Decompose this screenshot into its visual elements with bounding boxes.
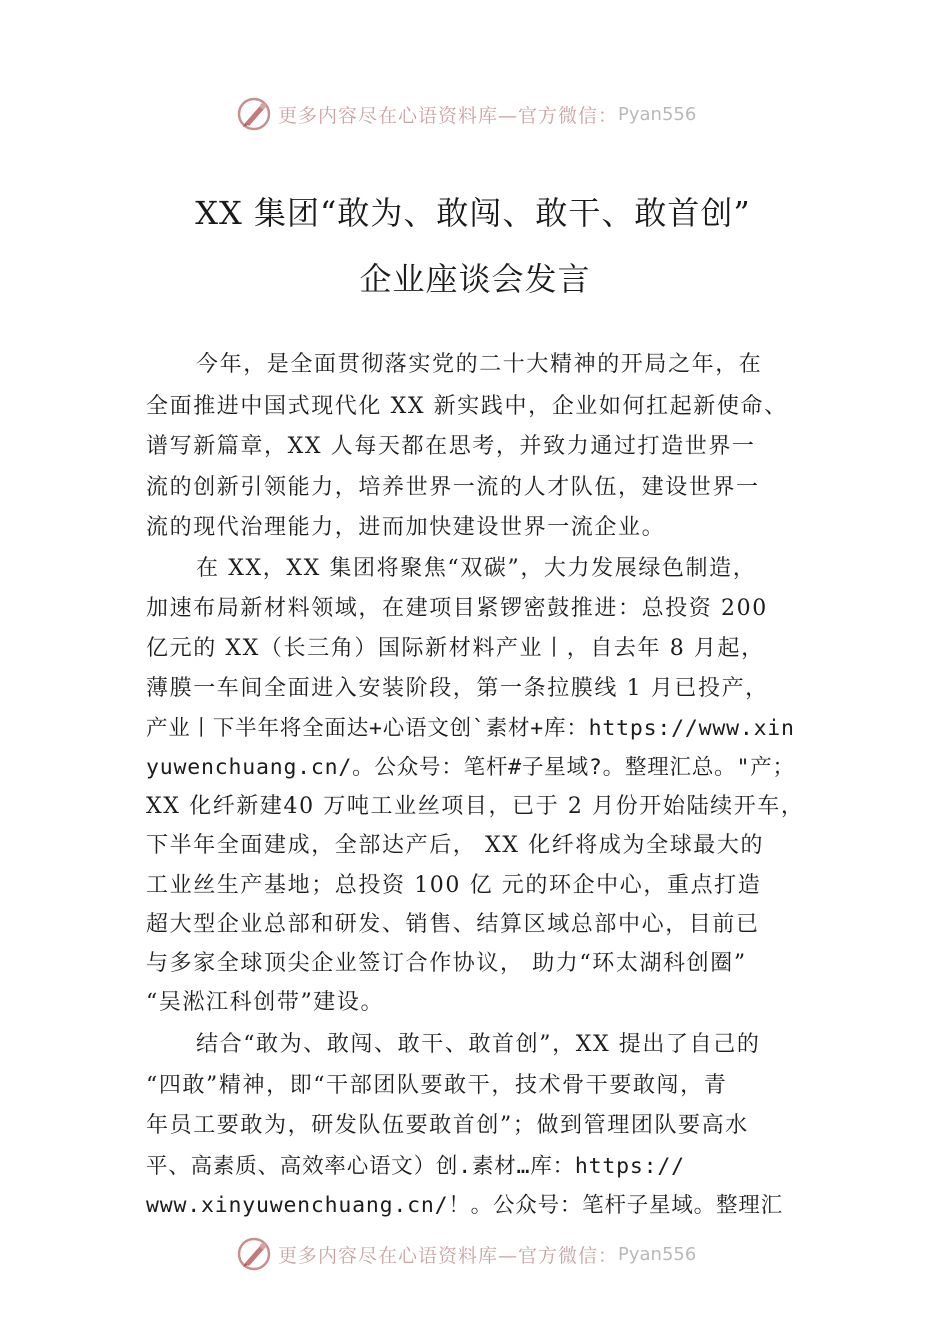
- body-line: www.xinyuwenchuang.cn/！。公众号：笔杆子星域。整理汇: [146, 1193, 783, 1218]
- body-line: 年员工要敢为，研发队伍要敢首创”；做到管理团队要高水: [146, 1113, 749, 1138]
- body-line: 薄膜一车间全面进入安装阶段，第一条拉膜线 1 月已投产，: [146, 676, 769, 701]
- body-line: 全面推进中国式现代化 XX 新实践中，企业如何扛起新使命、: [146, 394, 788, 419]
- pen-logo-icon: [236, 96, 272, 132]
- body-line: 下半年全面建成，全部达产后， XX 化纤将成为全球最大的: [146, 833, 765, 858]
- watermark-banner-bottom: [0, 1234, 950, 1274]
- watermark-wechat-id: Pyan556: [618, 103, 697, 125]
- body-line: yuwenchuang.cn/。公众号：笔杆#子星域?。整理汇总。"产；: [146, 755, 795, 780]
- pen-logo-icon: [236, 1236, 272, 1272]
- watermark-banner-top: [0, 94, 950, 134]
- document-title-line2: 企业座谈会发言: [359, 260, 591, 298]
- body-line: 超大型企业总部和研发、销售、结算区域总部中心，目前已: [146, 912, 760, 937]
- body-line: 亿元的 XX（长三角）国际新材料产业⼁，自去年 8 月起，: [146, 636, 765, 661]
- body-line: XX 化纤新建40 万吨工业丝项目，已于 2 月份开始陆续开车，: [146, 794, 805, 819]
- body-line: 工业丝生产基地；总投资 100 亿 元的环企中心，重点打造: [146, 873, 762, 898]
- body-line: “四敢”精神，即“干部团队要敢干，技术骨干要敢闯，青: [146, 1073, 728, 1098]
- body-line: 产业⼁下半年将全面达+心语文创`素材+库：https://www.xin: [146, 716, 795, 741]
- watermark-wechat-id: Pyan556: [618, 1243, 697, 1265]
- body-line: 平、高素质、高效率心语文）创.素材…库：https://: [146, 1154, 685, 1179]
- body-line: 流的创新引领能力，培养世界一流的人才队伍，建设世界一: [146, 475, 760, 500]
- body-line: 在 XX，XX 集团将聚焦“双碳”，大力发展绿色制造，: [196, 556, 757, 581]
- body-line: 与多家全球顶尖企业签订合作协议， 助力“环太湖科创圈”: [146, 951, 747, 976]
- body-line: 谱写新篇章，XX 人每天都在思考，并致力通过打造世界一: [146, 434, 756, 459]
- body-line: “吴淞江科创带”建设。: [146, 990, 385, 1015]
- body-line: 流的现代治理能力，进而加快建设世界一流企业。: [146, 515, 666, 540]
- watermark-text: 更多内容尽在心语资料库—官方微信：: [278, 1244, 619, 1267]
- watermark-text: 更多内容尽在心语资料库—官方微信：: [278, 104, 619, 127]
- body-line: 今年，是全面贯彻落实党的二十大精神的开局之年，在: [196, 352, 763, 377]
- body-line: 结合“敢为、敢闯、敢干、敢首创”，XX 提出了自己的: [196, 1032, 761, 1057]
- document-title-line1: XX 集团“敢为、敢闯、敢干、敢首创”: [195, 194, 751, 232]
- body-line: 加速布局新材料领域，在建项目紧锣密鼓推进：总投资 200: [146, 596, 768, 621]
